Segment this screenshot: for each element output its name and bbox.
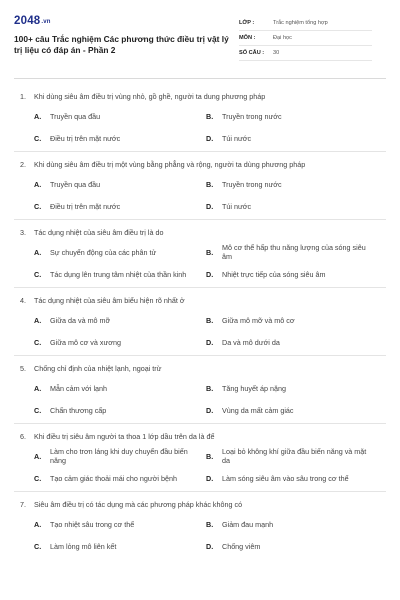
question-stem [14, 296, 386, 305]
option-text: Da và mô dưới da [222, 337, 280, 347]
question-item [14, 220, 386, 288]
question-stem [14, 228, 386, 237]
answer-option[interactable] [206, 195, 378, 217]
question-item [14, 152, 386, 220]
option-letter: A. [34, 247, 42, 257]
logo-tld: .vn [41, 19, 51, 25]
answer-option[interactable] [206, 127, 378, 149]
question-number: 7. [20, 500, 26, 509]
option-text: Vùng da mất cảm giác [222, 405, 294, 415]
answer-option[interactable] [206, 241, 378, 263]
question-stem [14, 500, 386, 509]
question-number: 1. [20, 92, 26, 101]
option-letter: D. [206, 269, 214, 279]
answer-option[interactable] [34, 377, 206, 399]
option-letter: A. [34, 315, 42, 325]
answer-option[interactable] [34, 331, 206, 353]
answer-option[interactable] [206, 467, 378, 489]
document-title: 100+ câu Trắc nghiệm Các phương thức điều trị vật lý trị liệu có đáp án - Phần 2 [14, 34, 229, 55]
answer-option[interactable] [34, 513, 206, 535]
question-stem [14, 364, 386, 373]
option-text: Làm lỏng mô liên kết [50, 541, 117, 551]
option-text: Tạo cảm giác thoải mái cho người bệnh [50, 473, 177, 483]
question-number: 4. [20, 296, 26, 305]
question-item [14, 84, 386, 152]
answer-option[interactable] [34, 105, 206, 127]
question-text: Khi dùng siêu âm điều trị vùng nhỏ, gồ ghề, người ta dung phương pháp [34, 92, 266, 101]
option-letter: B. [206, 519, 214, 529]
answer-option[interactable] [206, 331, 378, 353]
option-text: Chấn thương cấp [50, 405, 107, 415]
answer-options [14, 105, 386, 149]
question-text: Chống chỉ định của nhiệt lạnh, ngoại trừ [34, 364, 162, 373]
option-text: Tăng huyết áp nặng [222, 383, 286, 393]
option-text: Mẫn cảm với lạnh [50, 383, 108, 393]
answer-option[interactable] [34, 535, 206, 557]
option-text: Sự chuyển động của các phân tử [50, 247, 157, 257]
question-number: 6. [20, 432, 26, 441]
answer-options [14, 445, 386, 489]
question-stem [14, 160, 386, 169]
option-text: Giữa da và mô mỡ [50, 315, 111, 325]
question-number: 5. [20, 364, 26, 373]
option-letter: D. [206, 541, 214, 551]
option-text: Chống viêm [222, 541, 261, 551]
header-left [14, 14, 229, 78]
option-letter: D. [206, 201, 214, 211]
answer-option[interactable] [206, 263, 378, 285]
answer-options [14, 309, 386, 353]
site-logo[interactable] [14, 14, 229, 29]
meta-row-class [239, 16, 372, 31]
option-letter: C. [34, 405, 42, 415]
option-text: Làm sóng siêu âm vào sâu trong cơ thể [222, 473, 349, 483]
option-text: Nhiệt trực tiếp của sóng siêu âm [222, 269, 326, 279]
answer-option[interactable] [206, 399, 378, 421]
option-text: Giảm đau mạnh [222, 519, 274, 529]
option-letter: B. [206, 451, 214, 461]
question-item [14, 356, 386, 424]
question-number: 2. [20, 160, 26, 169]
answer-option[interactable] [34, 445, 206, 467]
question-text: Siêu âm điều trị có tác dụng mà các phương pháp khác không có [34, 500, 243, 509]
option-text: Làm cho trơn láng khi duy chuyển đầu biến năng [50, 447, 188, 465]
option-text: Túi nước [222, 133, 252, 143]
answer-option[interactable] [34, 195, 206, 217]
option-letter: C. [34, 337, 42, 347]
option-text: Giữa mô cơ và xương [50, 337, 121, 347]
question-text: Tác dụng nhiệt của siêu âm biểu hiện rõ nhất ở [34, 296, 185, 305]
question-text: Khi dùng siêu âm điều trị một vùng bằng phẳng và rộng, người ta dùng phương pháp [34, 160, 306, 169]
question-item [14, 492, 386, 559]
logo-number: 2048 [14, 15, 41, 27]
question-stem [14, 92, 386, 101]
document-header [14, 0, 386, 78]
option-letter: D. [206, 473, 214, 483]
option-text: Loại bỏ không khí giữa đầu biến năng và mặt da [222, 447, 367, 465]
answer-options [14, 173, 386, 217]
answer-options [14, 377, 386, 421]
option-text: Điều trị trên mặt nước [50, 133, 121, 143]
option-text: Truyền trong nước [222, 111, 282, 121]
option-letter: B. [206, 383, 214, 393]
option-letter: D. [206, 405, 214, 415]
option-letter: C. [34, 541, 42, 551]
meta-row-subject [239, 31, 372, 46]
answer-option[interactable] [206, 105, 378, 127]
question-text: Tác dụng nhiệt của siêu âm điều trị là do [34, 228, 164, 237]
answer-option[interactable] [34, 241, 206, 263]
option-letter: B. [206, 247, 214, 257]
option-text: Giữa mô mỡ và mô cơ [222, 315, 295, 325]
option-letter: C. [34, 201, 42, 211]
answer-option[interactable] [206, 377, 378, 399]
meta-label: MÔN : [239, 35, 256, 41]
answer-option[interactable] [34, 467, 206, 489]
answer-options [14, 241, 386, 285]
answer-option[interactable] [34, 263, 206, 285]
question-item [14, 288, 386, 356]
answer-option[interactable] [206, 309, 378, 331]
option-letter: B. [206, 179, 214, 189]
answer-option[interactable] [34, 309, 206, 331]
meta-row-count [239, 46, 372, 61]
meta-value: Đại học [273, 35, 292, 41]
meta-value: 30 [273, 50, 280, 56]
meta-label: SỐ CÂU : [239, 50, 265, 56]
option-text: Truyền qua đầu [50, 111, 101, 121]
answer-option[interactable] [206, 173, 378, 195]
option-letter: C. [34, 269, 42, 279]
option-text: Tạo nhiệt sâu trong cơ thể [50, 519, 135, 529]
question-text: Khi điều trị siêu âm người ta thoa 1 lớp dầu trên da là để [34, 432, 215, 441]
answer-option[interactable] [34, 173, 206, 195]
option-letter: C. [34, 133, 42, 143]
option-letter: D. [206, 133, 214, 143]
meta-label: LỚP : [239, 20, 255, 26]
answer-option[interactable] [206, 513, 378, 535]
answer-options [14, 513, 386, 557]
answer-option[interactable] [206, 535, 378, 557]
option-text: Điều trị trên mặt nước [50, 201, 121, 211]
option-text: Truyền qua đầu [50, 179, 101, 189]
meta-value: Trắc nghiệm tổng hợp [273, 20, 328, 26]
option-text: Truyền trong nước [222, 179, 282, 189]
answer-option[interactable] [206, 445, 378, 467]
option-letter: D. [206, 337, 214, 347]
option-text: Túi nước [222, 201, 252, 211]
question-item [14, 424, 386, 492]
option-letter: B. [206, 315, 214, 325]
document-meta [239, 14, 372, 78]
option-letter: A. [34, 383, 42, 393]
option-letter: A. [34, 519, 42, 529]
question-number: 3. [20, 228, 26, 237]
option-letter: A. [34, 111, 42, 121]
option-text: Mô cơ thể hấp thu năng lượng của sóng siêu âm [222, 243, 366, 261]
option-text: Tác dụng lên trung tâm nhiệt của thần kinh [50, 269, 187, 279]
question-list [14, 79, 386, 559]
option-letter: A. [34, 451, 42, 461]
answer-option[interactable] [34, 127, 206, 149]
option-letter: B. [206, 111, 214, 121]
answer-option[interactable] [34, 399, 206, 421]
option-letter: C. [34, 473, 42, 483]
question-stem [14, 432, 386, 441]
option-letter: A. [34, 179, 42, 189]
